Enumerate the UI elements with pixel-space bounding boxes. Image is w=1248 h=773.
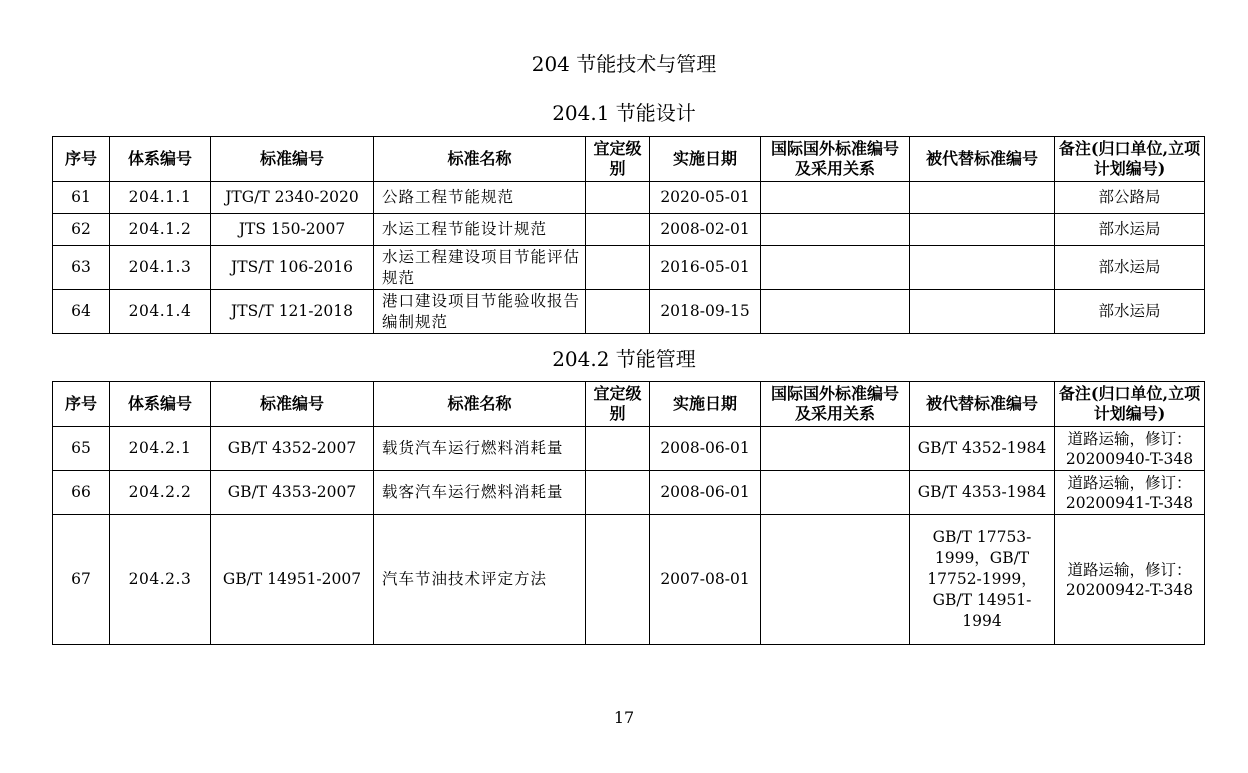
cell-intl	[761, 182, 910, 214]
cell-std-no: GB/T 4353-2007	[211, 471, 374, 515]
cell-remark: 部水运局	[1055, 246, 1205, 290]
cell-sys-no: 204.1.2	[110, 214, 211, 246]
standards-table-design	[52, 136, 1205, 334]
cell-sys-no: 204.1.3	[110, 246, 211, 290]
col-header-name: 标准名称	[374, 137, 586, 182]
section-title-energy-design: 204.1 节能设计	[552, 101, 696, 125]
cell-level	[586, 246, 650, 290]
cell-level	[586, 515, 650, 645]
col-header-seq: 序号	[53, 382, 110, 427]
cell-intl	[761, 427, 910, 471]
page-number: 17	[613, 708, 635, 727]
cell-remark: 部水运局	[1055, 214, 1205, 246]
col-header-std-no: 标准编号	[211, 382, 374, 427]
col-header-sys-no: 体系编号	[110, 137, 211, 182]
cell-remark: 道路运输，修订：20200941-T-348	[1055, 471, 1205, 515]
cell-level	[586, 427, 650, 471]
table-row	[53, 246, 1205, 290]
cell-date: 2008-06-01	[650, 471, 761, 515]
cell-remark: 部公路局	[1055, 182, 1205, 214]
table-header-row	[53, 137, 1205, 182]
col-header-replaced: 被代替标准编号	[910, 137, 1055, 182]
col-header-remark: 备注(归口单位,立项计划编号)	[1055, 137, 1205, 182]
cell-name: 公路工程节能规范	[374, 182, 586, 214]
cell-replaced	[910, 214, 1055, 246]
cell-date: 2008-02-01	[650, 214, 761, 246]
col-header-intl: 国际国外标准编号及采用关系	[761, 137, 910, 182]
page-title: 204 节能技术与管理	[531, 52, 717, 76]
table-row	[53, 290, 1205, 334]
cell-level	[586, 471, 650, 515]
cell-std-no: GB/T 14951-2007	[211, 515, 374, 645]
cell-name: 港口建设项目节能验收报告编制规范	[374, 290, 586, 334]
cell-seq: 64	[53, 290, 110, 334]
col-header-date: 实施日期	[650, 382, 761, 427]
standards-table-management	[52, 381, 1205, 645]
cell-date: 2016-05-01	[650, 246, 761, 290]
cell-name: 载客汽车运行燃料消耗量	[374, 471, 586, 515]
cell-replaced	[910, 246, 1055, 290]
col-header-remark: 备注(归口单位,立项计划编号)	[1055, 382, 1205, 427]
col-header-level: 宜定级别	[586, 137, 650, 182]
cell-intl	[761, 214, 910, 246]
cell-level	[586, 214, 650, 246]
cell-remark: 道路运输，修订：20200940-T-348	[1055, 427, 1205, 471]
cell-sys-no: 204.1.4	[110, 290, 211, 334]
cell-sys-no: 204.1.1	[110, 182, 211, 214]
cell-seq: 65	[53, 427, 110, 471]
cell-seq: 62	[53, 214, 110, 246]
cell-intl	[761, 246, 910, 290]
col-header-name: 标准名称	[374, 382, 586, 427]
cell-remark: 部水运局	[1055, 290, 1205, 334]
col-header-level: 宜定级别	[586, 382, 650, 427]
cell-date: 2007-08-01	[650, 515, 761, 645]
cell-intl	[761, 290, 910, 334]
cell-std-no: JTS/T 106-2016	[211, 246, 374, 290]
cell-level	[586, 290, 650, 334]
col-header-seq: 序号	[53, 137, 110, 182]
cell-replaced	[910, 182, 1055, 214]
cell-std-no: GB/T 4352-2007	[211, 427, 374, 471]
cell-std-no: JTG/T 2340-2020	[211, 182, 374, 214]
table-row	[53, 427, 1205, 471]
cell-level	[586, 182, 650, 214]
cell-seq: 61	[53, 182, 110, 214]
cell-name: 水运工程节能设计规范	[374, 214, 586, 246]
cell-sys-no: 204.2.3	[110, 515, 211, 645]
cell-name: 水运工程建设项目节能评估规范	[374, 246, 586, 290]
table-header-row	[53, 382, 1205, 427]
table-row	[53, 471, 1205, 515]
cell-name: 载货汽车运行燃料消耗量	[374, 427, 586, 471]
cell-seq: 67	[53, 515, 110, 645]
section-title-energy-management: 204.2 节能管理	[552, 347, 696, 371]
cell-replaced: GB/T 4352-1984	[910, 427, 1055, 471]
cell-std-no: JTS/T 121-2018	[211, 290, 374, 334]
table-row	[53, 214, 1205, 246]
col-header-date: 实施日期	[650, 137, 761, 182]
table-row	[53, 515, 1205, 645]
col-header-std-no: 标准编号	[211, 137, 374, 182]
col-header-intl: 国际国外标准编号及采用关系	[761, 382, 910, 427]
cell-sys-no: 204.2.1	[110, 427, 211, 471]
cell-sys-no: 204.2.2	[110, 471, 211, 515]
cell-intl	[761, 515, 910, 645]
cell-replaced: GB/T 4353-1984	[910, 471, 1055, 515]
cell-replaced	[910, 290, 1055, 334]
cell-seq: 63	[53, 246, 110, 290]
cell-date: 2008-06-01	[650, 427, 761, 471]
cell-remark: 道路运输，修订：20200942-T-348	[1055, 515, 1205, 645]
cell-date: 2018-09-15	[650, 290, 761, 334]
cell-date: 2020-05-01	[650, 182, 761, 214]
cell-intl	[761, 471, 910, 515]
cell-replaced: GB/T 17753-1999，GB/T 17752-1999，GB/T 14951-1994	[910, 515, 1055, 645]
cell-name: 汽车节油技术评定方法	[374, 515, 586, 645]
table-row	[53, 182, 1205, 214]
col-header-sys-no: 体系编号	[110, 382, 211, 427]
cell-std-no: JTS 150-2007	[211, 214, 374, 246]
col-header-replaced: 被代替标准编号	[910, 382, 1055, 427]
cell-seq: 66	[53, 471, 110, 515]
